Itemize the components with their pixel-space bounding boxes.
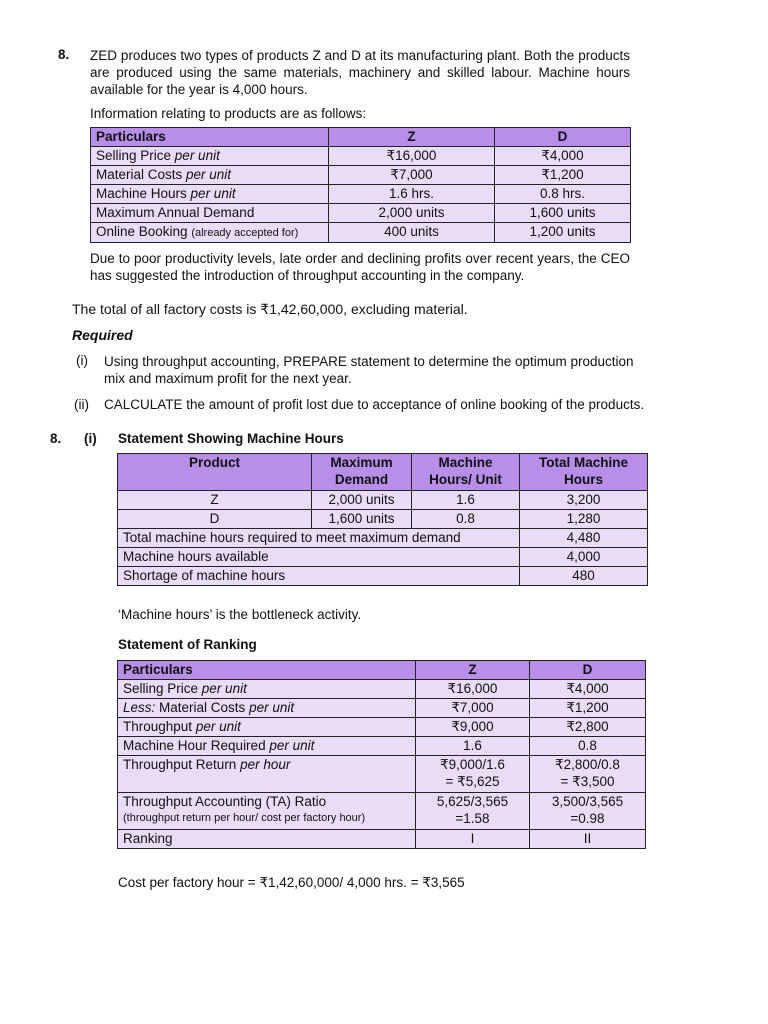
ranking-title: Statement of Ranking [118,637,257,652]
answer-number: 8. [50,431,62,446]
table-row: Selling Price per unit ₹16,000 ₹4,000 [118,680,646,699]
table-row: Machine hours available 4,000 [118,548,648,567]
required-heading: Required [72,327,133,343]
table-row: Throughput per unit ₹9,000 ₹2,800 [118,718,646,737]
table-row: Z 2,000 units 1.6 3,200 [118,491,648,510]
answer-part: (i) [84,431,97,446]
bottleneck-note: ‘Machine hours’ is the bottleneck activity. [118,607,362,622]
requirement-1-number: (i) [76,353,88,368]
question-intro: ZED produces two types of products Z and D at its manufacturing plant. Both the products are produced using the same materials, machinery and skilled labour. Machine hours available for the year is 4,000 hours. [90,48,630,97]
table-row: Less: Material Costs per unit ₹7,000 ₹1,200 [118,699,646,718]
table-row: Machine Hours per unit 1.6 hrs. 0.8 hrs. [91,185,631,204]
table-row: Ranking I II [118,830,646,849]
table-row: Throughput Return per hour ₹9,000/1.6 = ₹5,625 ₹2,800/0.8 = ₹3,500 [118,756,646,793]
product-info-table [90,127,631,243]
header-particulars: Particulars [91,128,329,147]
table-header-row: Particulars Z D [118,661,646,680]
factory-costs-text: The total of all factory costs is ₹1,42,60,000, excluding material. [72,301,468,317]
table-row: Machine Hour Required per unit 1.6 0.8 [118,737,646,756]
table-row: Shortage of machine hours 480 [118,567,648,586]
table-row: D 1,600 units 0.8 1,280 [118,510,648,529]
header-z: Z [329,128,495,147]
machine-hours-table [117,453,648,586]
cost-per-hour-note: Cost per factory hour = ₹1,42,60,000/ 4,000 hrs. = ₹3,565 [118,875,465,890]
table-row: Maximum Annual Demand 2,000 units 1,600 units [91,204,631,223]
machine-hours-title: Statement Showing Machine Hours [118,431,344,446]
table-header-row [91,128,631,147]
table-row: Material Costs per unit ₹7,000 ₹1,200 [91,166,631,185]
requirement-1-text: Using throughput accounting, PREPARE statement to determine the optimum production mix and maximum profit for the next year. [104,354,634,386]
table-row: Throughput Accounting (TA) Ratio (throughput return per hour/ cost per factory hour) 5,625/3,565 =1.58 3,500/3,565 =0.98 [118,793,646,830]
requirement-2-text: CALCULATE the amount of profit lost due to acceptance of online booking of the products. [104,397,645,412]
table-row: Online Booking (already accepted for) 400 units 1,200 units [91,223,631,243]
ranking-table [117,660,646,849]
info-intro: Information relating to products are as follows: [90,106,367,121]
header-d: D [495,128,631,147]
question-number: 8. [58,47,70,62]
table-row: Total machine hours required to meet maximum demand 4,480 [118,529,648,548]
table-header-row: Product Maximum Demand Machine Hours/ Unit Total Machine Hours [118,454,648,491]
context-paragraph: Due to poor productivity levels, late order and declining profits over recent years, the CEO has suggested the introduction of throughput accounting in the company. [90,251,630,283]
requirement-2-number: (ii) [74,397,89,412]
table-row: Selling Price per unit ₹16,000 ₹4,000 [91,147,631,166]
